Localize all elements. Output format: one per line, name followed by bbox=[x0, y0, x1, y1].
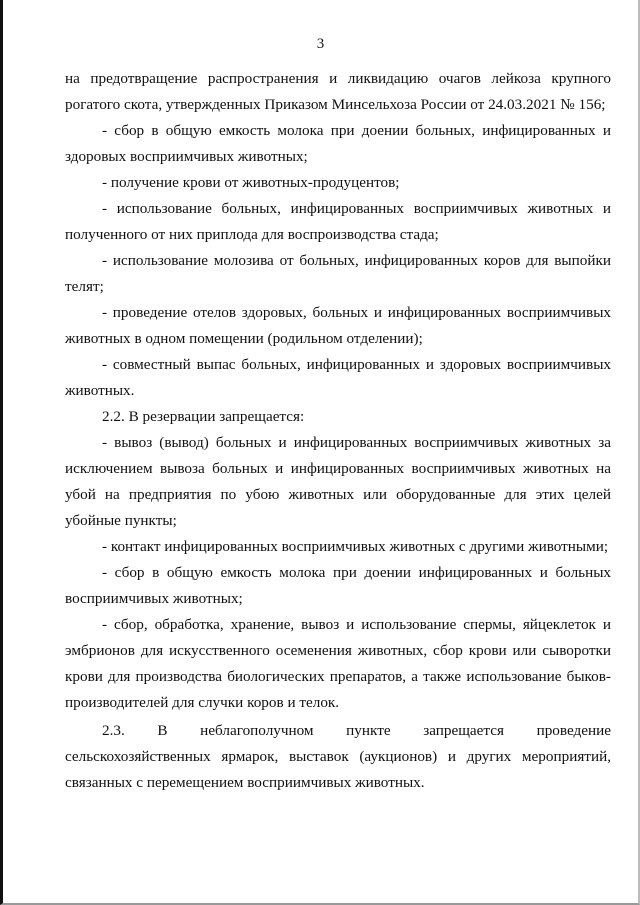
section-heading-2-2: 2.2. В резервации запрещается: bbox=[102, 408, 305, 425]
list-item: - использование больных, инфицированных восприимчивых животных и полученного от них приплода для воспроизводства стада; bbox=[65, 200, 611, 243]
section-paragraph-2-3: 2.3. В неблагополучном пункте запрещается проведение сельскохозяйственных ярмарок, выставок (аукционов) и других мероприятий, связанных с перемещением восприимчивых животных. bbox=[65, 722, 611, 791]
list-item: - совместный выпас больных, инфицированных и здоровых восприимчивых животных. bbox=[65, 356, 611, 399]
list-item: - использование молозива от больных, инфицированных коров для выпойки телят; bbox=[65, 252, 611, 295]
list-item: - сбор, обработка, хранение, вывоз и использование спермы, яйцеклеток и эмбрионов для искусственного осеменения животных, сбор крови или сыворотки крови для производства биологических препаратов, а также использование быков-производителей для случки коров и телок. bbox=[65, 616, 611, 711]
paragraph-intro: на предотвращение распространения и ликвидацию очагов лейкоза крупного рогатого скота, утвержденных Приказом Минсельхоза России от 24.03.2021 № 156; bbox=[65, 70, 611, 113]
list-item: - получение крови от животных-продуцентов; bbox=[102, 174, 400, 191]
list-item: - проведение отелов здоровых, больных и инфицированных восприимчивых животных в одном помещении (родильном отделении); bbox=[65, 304, 611, 347]
document-body bbox=[65, 66, 611, 796]
list-item: - контакт инфицированных восприимчивых животных с другими животными; bbox=[102, 538, 609, 555]
list-item: - сбор в общую емкость молока при доении больных, инфицированных и здоровых восприимчивых животных; bbox=[65, 122, 611, 165]
page-number: 3 bbox=[316, 36, 325, 52]
list-item: - сбор в общую емкость молока при доении инфицированных и больных восприимчивых животных; bbox=[65, 564, 611, 607]
list-item: - вывоз (вывод) больных и инфицированных восприимчивых животных за исключением вывоза больных и инфицированных восприимчивых животных на убой на предприятия по убою животных или оборудованные для этих целей убойные пункты; bbox=[65, 434, 611, 529]
